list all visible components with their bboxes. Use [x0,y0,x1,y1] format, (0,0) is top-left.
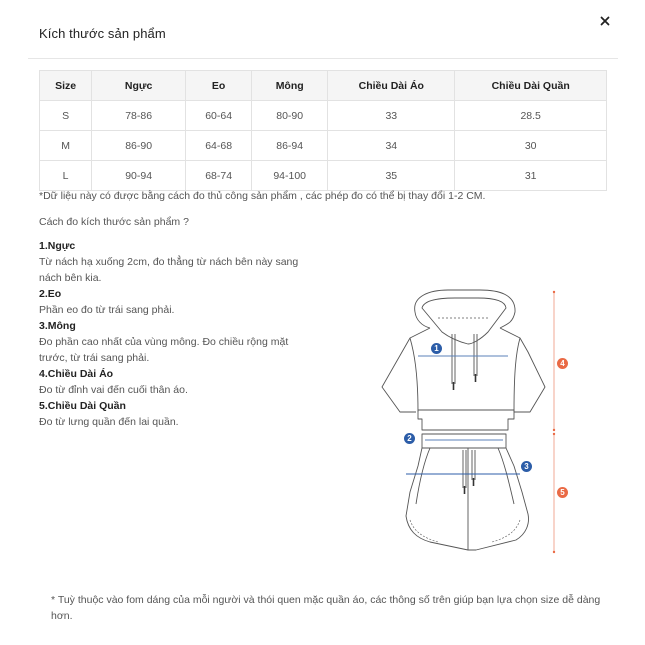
table-row [40,101,607,131]
step-desc-pants-length: Đo từ lưng quần đến lai quần. [39,416,179,428]
close-icon [600,16,610,26]
step-desc-shirt-length: Đo từ đỉnh vai đến cuối thân áo. [39,384,188,396]
cell-pants-length: 30 [455,131,607,161]
marker-shirt-length: 4 [557,358,568,369]
step-title-hip: 3.Mông [39,320,76,332]
header-shirt-length: Chiều Dài Áo [328,71,455,101]
cell-hip: 80-90 [252,101,328,131]
marker-waist: 2 [404,433,415,444]
cell-chest: 86-90 [92,131,186,161]
measurement-illustration [380,282,580,562]
marker-pants-length: 5 [557,487,568,498]
cell-shirt-length: 34 [328,131,455,161]
table-row [40,161,607,191]
cell-chest: 78-86 [92,101,186,131]
step-title-waist: 2.Eo [39,288,62,300]
cell-waist: 68-74 [186,161,252,191]
step-title-chest: 1.Ngực [39,240,76,252]
cell-chest: 90-94 [92,161,186,191]
cell-waist: 64-68 [186,131,252,161]
header-pants-length: Chiều Dài Quần [455,71,607,101]
cell-waist: 60-64 [186,101,252,131]
step-desc-waist: Phần eo đo từ trái sang phải. [39,304,175,316]
hoodie-shorts-diagram [380,282,580,562]
fit-disclaimer: * Tuỳ thuộc vào fom dáng của mỗi người và thói quen mặc quần áo, các thông số trên giúp bạn lựa chọn size dễ dàng hơn. [51,594,601,622]
cell-hip: 94-100 [252,161,328,191]
close-button[interactable] [600,16,614,30]
cell-size: M [40,131,92,161]
header-chest: Ngực [92,71,186,101]
cell-size: S [40,101,92,131]
cell-pants-length: 31 [455,161,607,191]
cell-hip: 86-94 [252,131,328,161]
header-size: Size [40,71,92,101]
marker-hip: 3 [521,461,532,472]
table-row [40,131,607,161]
step-title-pants-length: 5.Chiều Dài Quần [39,400,126,412]
cell-pants-length: 28.5 [455,101,607,131]
header-waist: Eo [186,71,252,101]
measurement-instructions [39,238,314,430]
cell-shirt-length: 35 [328,161,455,191]
modal-header [28,0,618,59]
cell-size: L [40,161,92,191]
table-header-row [40,71,607,101]
modal-title: Kích thước sản phẩm [39,26,166,41]
step-desc-chest: Từ nách hạ xuống 2cm, đo thẳng từ nách bên này sang nách bên kia. [39,256,299,284]
measurement-disclaimer: *Dữ liệu này có được bằng cách đo thủ công sản phẩm , các phép đo có thể bị thay đổi 1-2 CM. [39,190,486,202]
size-chart-table [39,70,607,191]
marker-chest: 1 [431,343,442,354]
step-title-shirt-length: 4.Chiều Dài Áo [39,368,114,380]
step-desc-hip: Đo phần cao nhất của vùng mông. Đo chiều rộng mặt trước, từ trái sang phải. [39,336,289,364]
how-to-measure-title: Cách đo kích thước sản phẩm ? [39,216,189,228]
header-hip: Mông [252,71,328,101]
cell-shirt-length: 33 [328,101,455,131]
